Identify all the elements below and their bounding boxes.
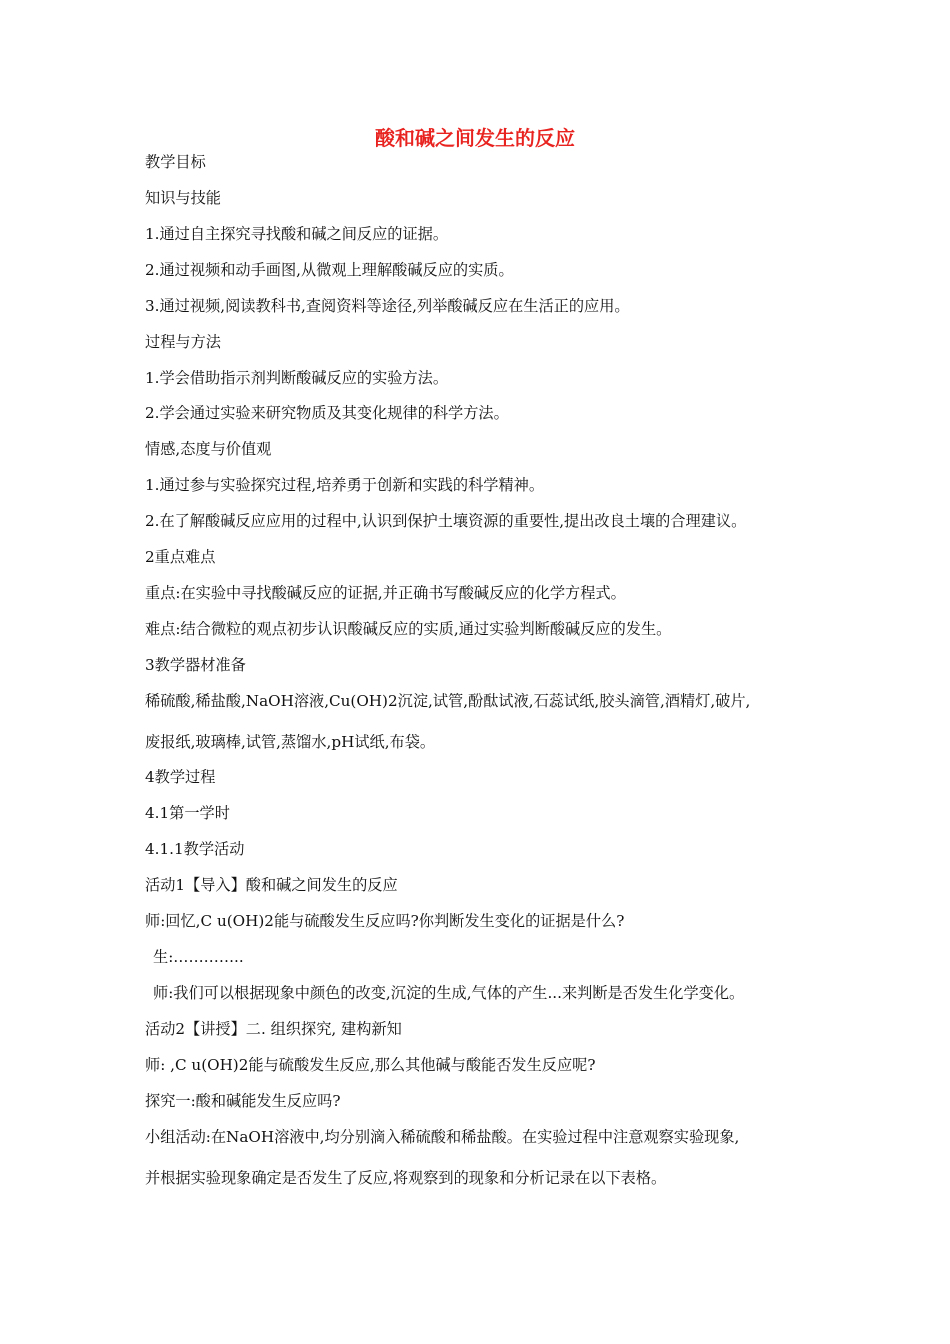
- section-heading-materials: 3教学器材准备: [145, 656, 246, 674]
- dialogue-line: 师:回忆,C u(OH)2能与硫酸发生反应吗?你判断发生变化的证据是什么?: [145, 912, 625, 930]
- page-title: 酸和碱之间发生的反应: [375, 126, 575, 150]
- paragraph-line: 1.通过参与实验探究过程,培养勇于创新和实践的科学精神。: [145, 476, 545, 494]
- activity-heading: 活动2【讲授】二. 组织探究, 建构新知: [145, 1020, 402, 1038]
- paragraph-line: 难点:结合微粒的观点初步认识酸碱反应的实质,通过实验判断酸碱反应的发生。: [145, 620, 672, 638]
- subheading-attitude-values: 情感,态度与价值观: [145, 440, 272, 458]
- activity-heading: 活动1【导入】酸和碱之间发生的反应: [145, 876, 398, 894]
- section-heading-teaching-goals: 教学目标: [145, 153, 206, 171]
- paragraph-line: 1.通过自主探究寻找酸和碱之间反应的证据。: [145, 225, 449, 243]
- paragraph-line: 2.学会通过实验来研究物质及其变化规律的科学方法。: [145, 404, 509, 422]
- subheading-knowledge-skills: 知识与技能: [145, 189, 221, 207]
- paragraph-line: 3.通过视频,阅读教科书,查阅资料等途径,列举酸碱反应在生活正的应用。: [145, 297, 630, 315]
- dialogue-line: 师: ,C u(OH)2能与硫酸发生反应,那么其他碱与酸能否发生反应呢?: [145, 1056, 596, 1074]
- paragraph-line: 废报纸,玻璃棒,试管,蒸馏水,pH试纸,布袋。: [145, 733, 436, 751]
- paragraph-line: 重点:在实验中寻找酸碱反应的证据,并正确书写酸碱反应的化学方程式。: [145, 584, 626, 602]
- subheading-teaching-activities: 4.1.1教学活动: [145, 840, 245, 858]
- section-heading-key-points: 2重点难点: [145, 548, 216, 566]
- section-heading-teaching-process: 4教学过程: [145, 768, 216, 786]
- paragraph-line: 并根据实验现象确定是否发生了反应,将观察到的现象和分析记录在以下表格。: [145, 1169, 667, 1187]
- paragraph-line: 1.学会借助指示剂判断酸碱反应的实验方法。: [145, 369, 449, 387]
- subheading-process-method: 过程与方法: [145, 333, 221, 351]
- inquiry-heading: 探究一:酸和碱能发生反应吗?: [145, 1092, 341, 1110]
- subheading-first-lesson: 4.1第一学时: [145, 804, 230, 822]
- dialogue-line: 师:我们可以根据现象中颜色的改变,沉淀的生成,气体的产生...来判断是否发生化学变化。: [153, 984, 745, 1002]
- paragraph-line: 2.在了解酸碱反应应用的过程中,认识到保护土壤资源的重要性,提出改良土壤的合理建议。: [145, 512, 747, 530]
- paragraph-line: 稀硫酸,稀盐酸,NaOH溶液,Cu(OH)2沉淀,试管,酚酞试液,石蕊试纸,胶头滴管,酒精灯,破片,: [145, 692, 751, 710]
- dialogue-line: 生:…………..: [153, 948, 244, 966]
- paragraph-line: 小组活动:在NaOH溶液中,均分别滴入稀硫酸和稀盐酸。在实验过程中注意观察实验现象,: [145, 1128, 740, 1146]
- paragraph-line: 2.通过视频和动手画图,从微观上理解酸碱反应的实质。: [145, 261, 514, 279]
